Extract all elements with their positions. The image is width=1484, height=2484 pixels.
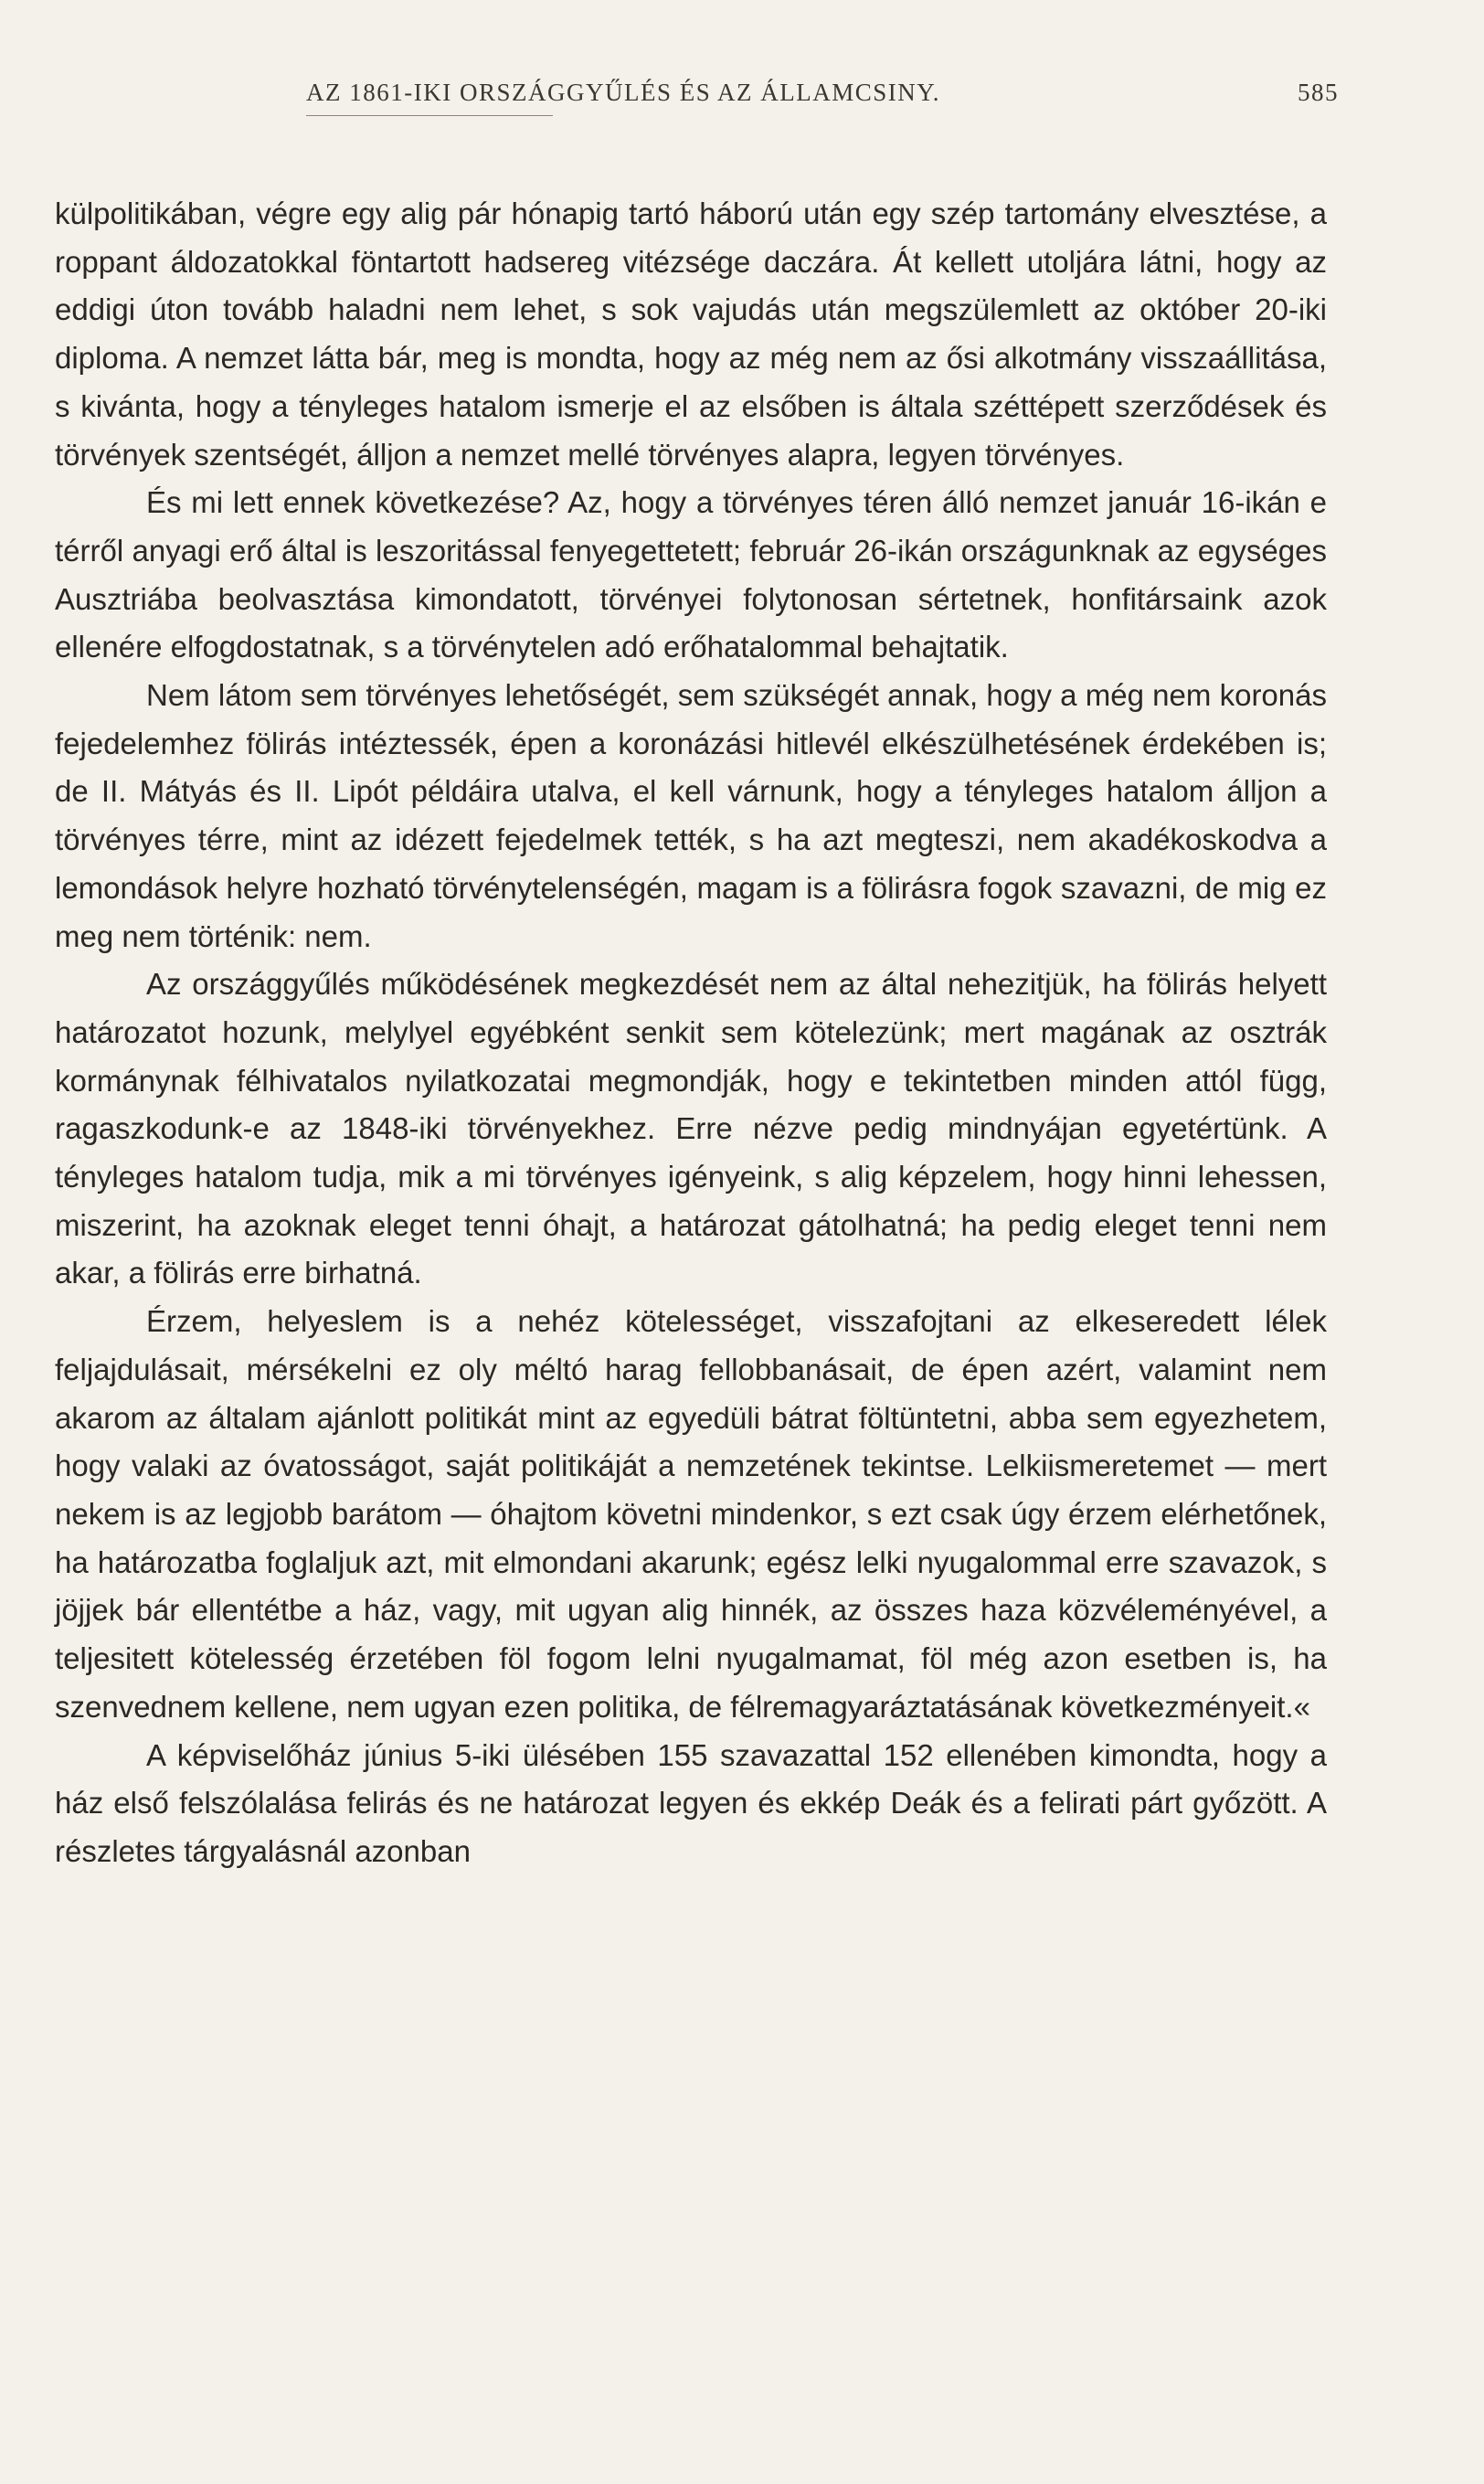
paragraph: Nem látom sem törvényes lehetőségét, sem szükségét annak, hogy a még nem koronás fejedelemhez fölirás intéztessék, épen a koronázási hitlevél elkészülhetésének érdekében is; de II. Mátyás és II. Lipót példáira utalva, el kell várnunk, hogy a tényleges hatalom álljon a törvényes térre, mint az idézett fejedelmek tették, s ha azt megteszi, nem akadékoskodva a lemondások helyre hozható törvénytelenségén, magam is a fölirásra fogok szavazni, de mig ez meg nem történik: nem. bbox=[55, 678, 1327, 953]
paragraph: külpolitikában, végre egy alig pár hónapig tartó háború után egy szép tartomány elvesztése, a roppant áldozatokkal föntartott hadsereg vitézsége daczára. Át kellett utoljára látni, hogy az eddigi úton tovább haladni nem lehet, s sok vajudás után megszülemlett az október 20-iki diploma. A nemzet látta bár, meg is mondta, hogy az még nem az ősi alkotmány visszaállitása, s kivánta, hogy a tényleges hatalom ismerje el az elsőben is általa széttépett szerződések és törvények szentségét, álljon a nemzet mellé törvényes alapra, legyen törvényes. bbox=[55, 196, 1327, 472]
paragraph: És mi lett ennek következése? Az, hogy a törvényes téren álló nemzet január 16-ikán e térről anyagi erő által is leszoritással fenyegettetett; február 26-ikán országunknak az egységes Ausztriába beolvasztása kimondatott, törvényei folytonosan sértetnek, honfitársaink azok ellenére elfogdostatnak, s a törvénytelen adó erőhatalommal behajtatik. bbox=[55, 485, 1327, 664]
running-title: AZ 1861-IKI ORSZÁGGYŰLÉS ÉS AZ ÁLLAMCSINY. bbox=[306, 79, 941, 106]
body-text bbox=[55, 190, 1327, 1876]
paragraph: Az országgyűlés működésének megkezdését nem az által nehezitjük, ha fölirás helyett határozatot hozunk, melylyel egyébként senkit sem kötelezünk; mert magának az osztrák kormánynak félhivatalos nyilatkozatai megmondják, hogy e tekintetben minden attól függ, ragaszkodunk-e az 1848-iki törvényekhez. Erre nézve pedig mindnyájan egyetértünk. A tényleges hatalom tudja, mik a mi törvényes igényeink, s alig képzelem, hogy hinni lehessen, miszerint, ha azoknak eleget tenni óhajt, a határozat gátolhatná; ha pedig eleget tenni nem akar, a fölirás erre birhatná. bbox=[55, 967, 1327, 1290]
paragraph: Érzem, helyeslem is a nehéz kötelességet, visszafojtani az elkeseredett lélek feljajdulásait, mérsékelni ez oly méltó harag fellobbanásait, de épen azért, valamint nem akarom az általam ajánlott politikát mint az egyedüli bátrat föltüntetni, abba sem egyezhetem, hogy valaki az óvatosságot, saját politikáját a nemzetének tekintse. Lelkiismeretemet — mert nekem is az legjobb barátom — óhajtom követni mindenkor, s ezt csak úgy érzem elérhetőnek, ha határozatba foglaljuk azt, mit elmondani akarunk; egész lelki nyugalommal erre szavazok, s jöjjek bár ellentétbe a ház, vagy, mit ugyan alig hinnék, az összes haza közvéleményével, a teljesitett kötelesség érzetében föl fogom lelni nyugalmamat, föl még azon esetben is, ha szenvednem kellene, nem ugyan ezen politika, de félremagyaráztatásának következményeit.« bbox=[55, 1304, 1327, 1724]
page-number: 585 bbox=[1298, 79, 1339, 106]
paragraph: A képviselőház június 5-iki ülésében 155 szavazattal 152 ellenében kimondta, hogy a ház első felszólalása felirás és ne határozat legyen és ekkép Deák és a feliratі párt győzött. A részletes tárgyalásnál azonban bbox=[55, 1737, 1327, 1868]
running-header bbox=[306, 79, 1339, 115]
header-rule bbox=[306, 115, 553, 116]
